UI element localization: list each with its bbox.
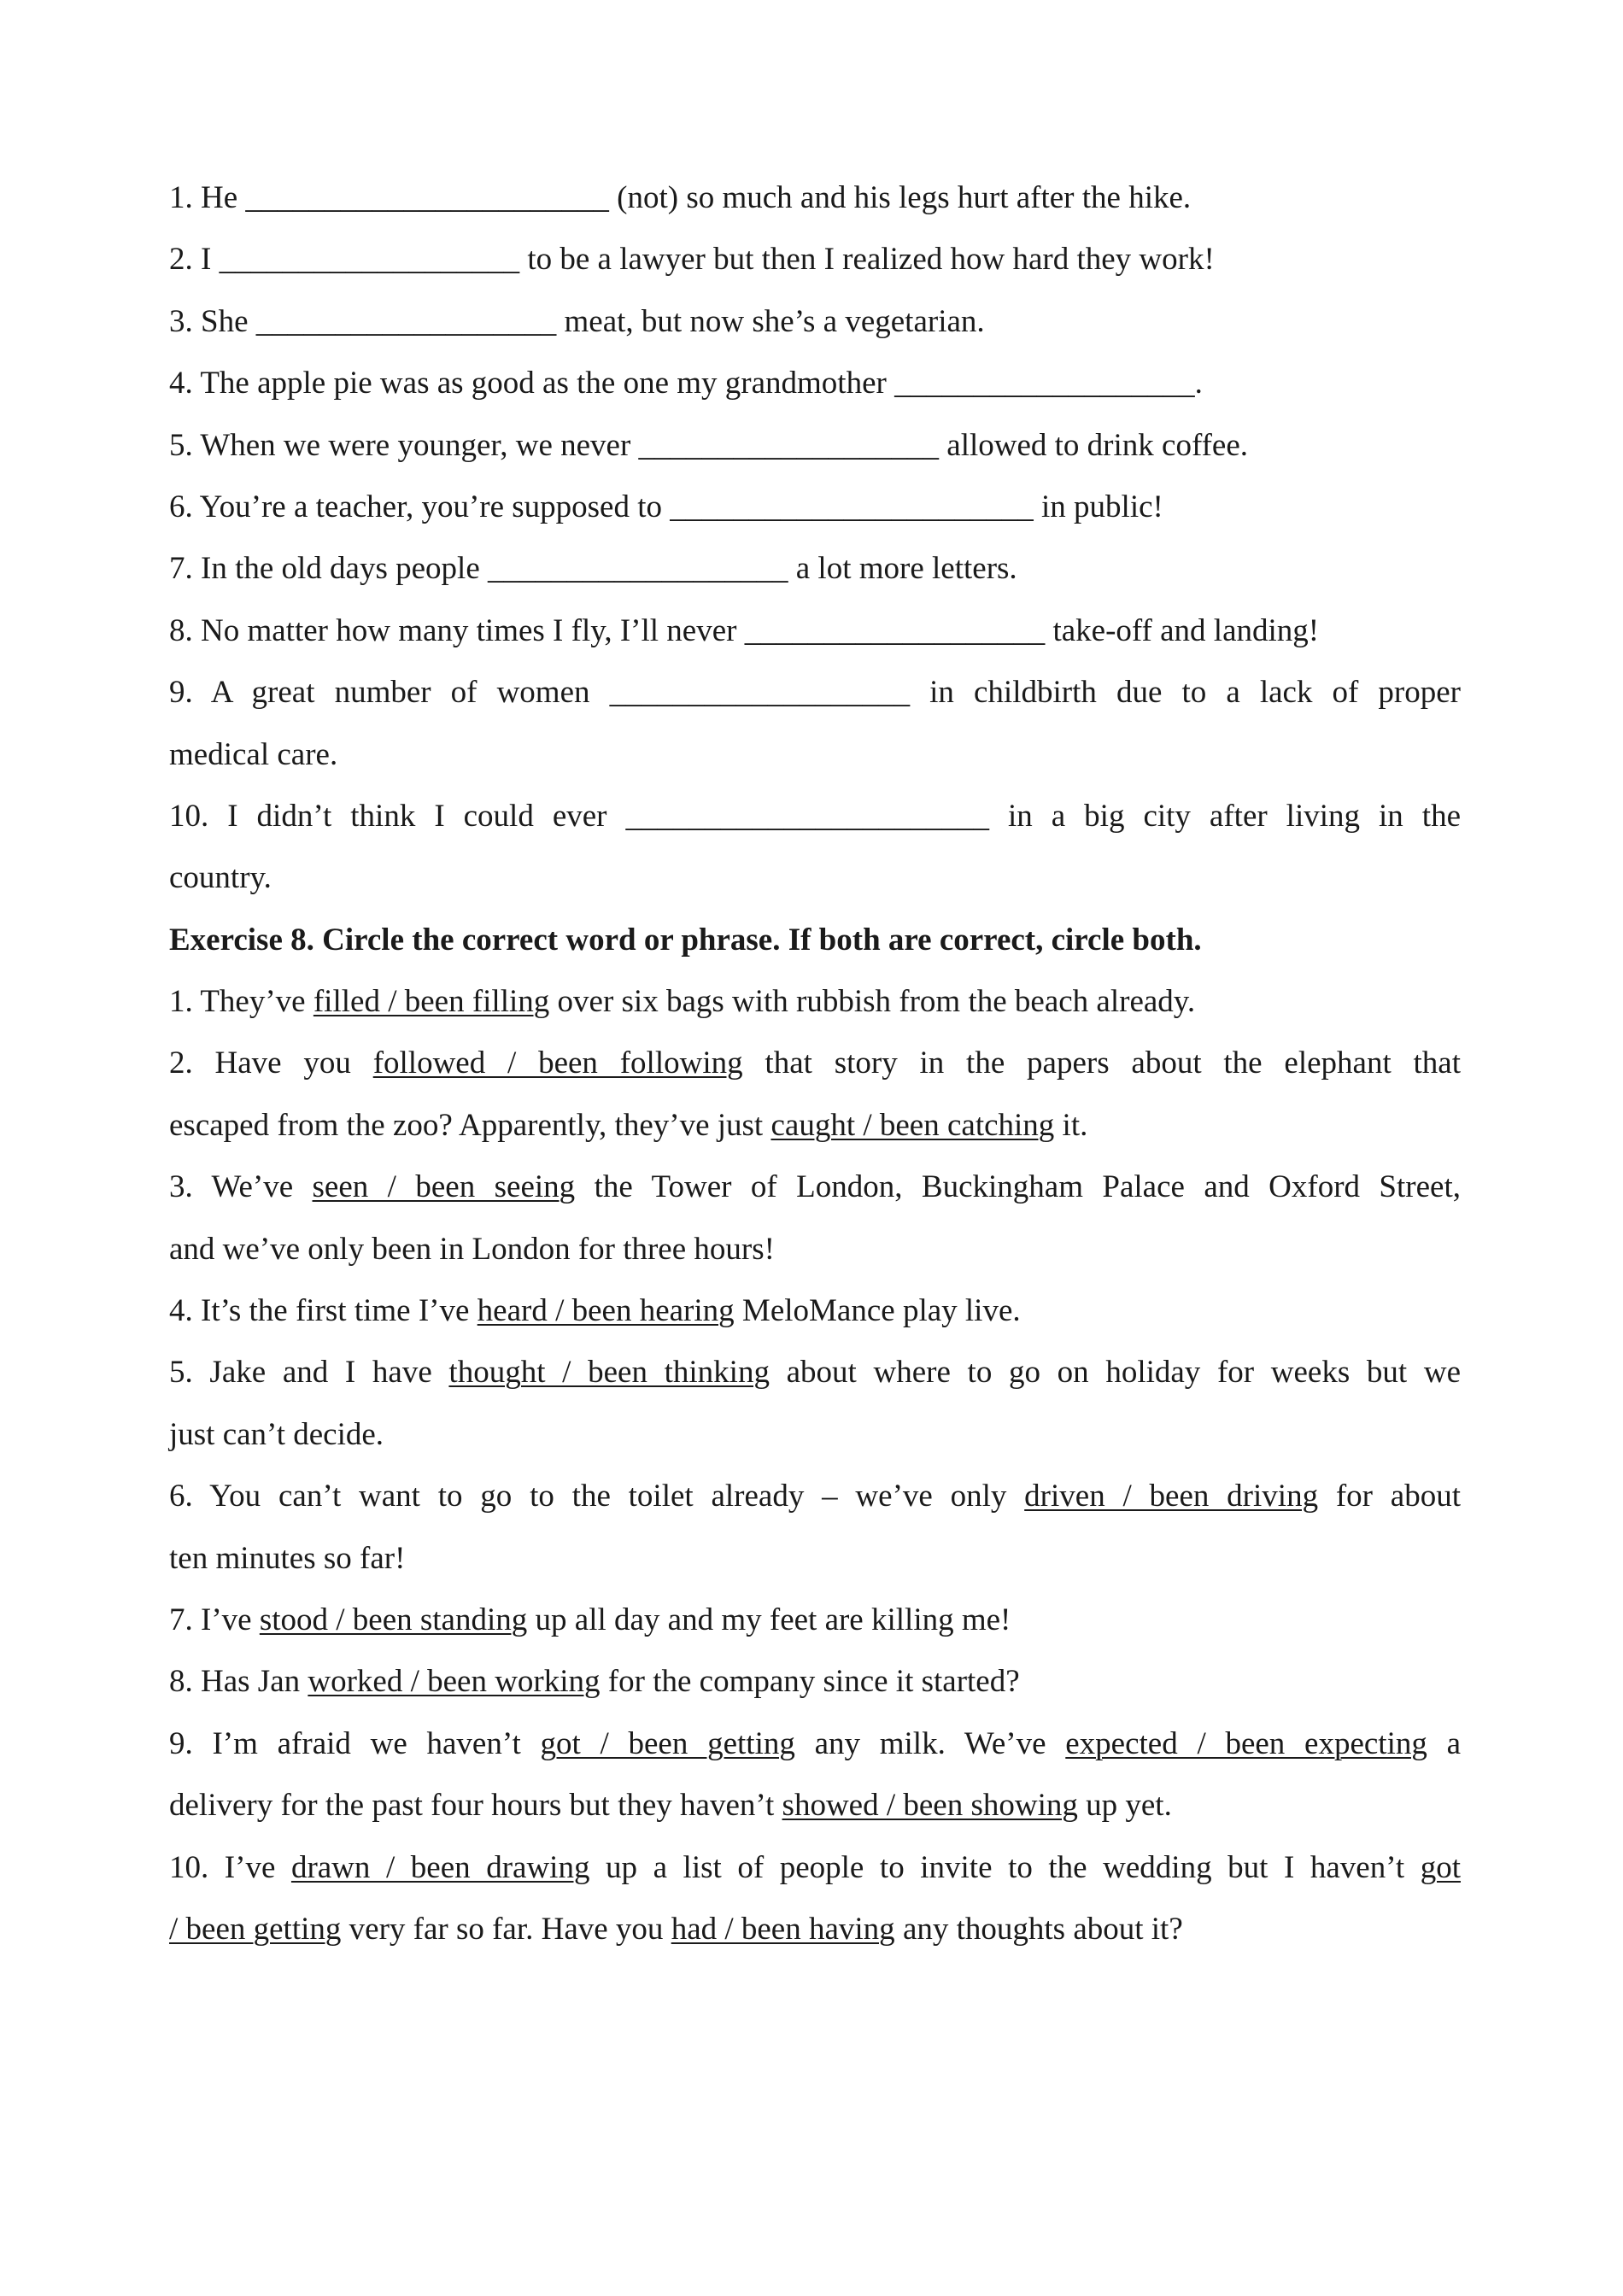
answer-option[interactable]: seen / been seeing — [312, 1169, 576, 1205]
answer-option[interactable]: driven / been driving — [1024, 1479, 1319, 1514]
sentence-text: 10. I’ve — [169, 1849, 291, 1885]
sentence-text: any milk. We’ve — [794, 1725, 1066, 1761]
worksheet-content — [169, 167, 1461, 1960]
sentence-text: up yet. — [1077, 1788, 1172, 1824]
sentence-text: 1. They’ve — [169, 984, 313, 1020]
sentence-text: 3. We’ve — [169, 1169, 313, 1205]
sentence-text: over six bags with rubbish from the beach already. — [549, 984, 1196, 1020]
exercise-7-line: 10. I didn’t think I could ever _______________________ in a big city after living in the — [169, 798, 1461, 834]
sentence-text: 7. I’ve — [169, 1602, 260, 1637]
answer-option[interactable]: heard / been hearing — [477, 1293, 735, 1329]
sentence-text: 8. Has Jan — [169, 1664, 308, 1700]
answer-option[interactable]: stood / been standing — [259, 1602, 528, 1637]
sentence-text: MeloMance play live. — [734, 1293, 1021, 1329]
sentence-text: delivery for the past four hours but they haven’t — [169, 1788, 782, 1824]
sentence-text: about where to go on holiday for weeks but we — [769, 1355, 1461, 1391]
answer-option[interactable]: drawn / been drawing — [290, 1849, 590, 1885]
sentence-text: that story in the papers about the elephant that — [742, 1046, 1462, 1081]
exercise-7-line: 8. No matter how many times I fly, I’ll never ___________________ take-off and landing! — [169, 612, 1320, 648]
sentence-text: ten minutes so far! — [169, 1540, 406, 1576]
exercise-8-line — [169, 1899, 1461, 1960]
sentence-text: 9. I’m afraid we haven’t — [169, 1725, 541, 1761]
answer-option[interactable]: thought / been thinking — [448, 1355, 770, 1391]
exercise-8-line — [169, 1280, 1461, 1342]
answer-option[interactable]: got / been getting — [540, 1725, 795, 1761]
sentence-text: any thoughts about it? — [894, 1911, 1183, 1947]
sentence-text: just can’t decide. — [169, 1416, 384, 1452]
sentence-text: 6. You can’t want to go to the toilet already – we’ve only — [169, 1479, 1025, 1514]
answer-option[interactable]: / been getting — [169, 1911, 342, 1947]
exercise-7-line: 7. In the old days people ___________________ a lot more letters. — [169, 551, 1017, 587]
exercise-7-line: 4. The apple pie was as good as the one my grandmother ___________________. — [169, 366, 1203, 401]
answer-option[interactable]: caught / been catching — [770, 1107, 1055, 1143]
exercise-7-line: 5. When we were younger, we never ___________________ allowed to drink coffee. — [169, 427, 1249, 463]
sentence-text: up a list of people to invite to the wedding but I haven’t — [589, 1849, 1421, 1885]
exercise-8-line — [169, 1651, 1461, 1713]
sentence-text: and we’ve only been in London for three hours! — [169, 1231, 775, 1267]
exercise-8-line — [169, 1590, 1461, 1651]
exercise-7-list — [169, 167, 1461, 910]
exercise-8-line — [169, 1713, 1461, 1775]
answer-option[interactable]: expected / been expecting — [1065, 1725, 1427, 1761]
sentence-text: for the company since it started? — [600, 1664, 1020, 1700]
sentence-text: the Tower of London, Buckingham Palace and Oxford Street, — [575, 1169, 1461, 1205]
exercise-7-line: 9. A great number of women ___________________ in childbirth due to a lack of proper — [169, 675, 1461, 711]
answer-option[interactable]: worked / been working — [308, 1664, 601, 1700]
answer-option[interactable]: filled / been filling — [313, 984, 550, 1020]
sentence-text: 2. Have you — [169, 1046, 373, 1081]
sentence-text: up all day and my feet are killing me! — [527, 1602, 1011, 1637]
exercise-8-line — [169, 1775, 1461, 1836]
sentence-text: for about — [1318, 1479, 1461, 1514]
answer-option[interactable]: had / been having — [671, 1911, 895, 1947]
exercise-8-line — [169, 1219, 1461, 1280]
exercise-8-line — [169, 1342, 1461, 1403]
sentence-text: a — [1427, 1725, 1462, 1761]
exercise-8-line — [169, 1466, 1461, 1527]
exercise-8-line — [169, 1528, 1461, 1590]
answer-option[interactable]: followed / been following — [372, 1046, 743, 1081]
answer-option[interactable]: showed / been showing — [782, 1788, 1078, 1824]
sentence-text: it. — [1054, 1107, 1088, 1143]
exercise-7-line: 3. She ___________________ meat, but now she’s a vegetarian. — [169, 303, 985, 339]
sentence-text: 5. Jake and I have — [169, 1355, 449, 1391]
exercise-7-line: medical care. — [169, 736, 338, 772]
sentence-text: 4. It’s the first time I’ve — [169, 1293, 478, 1329]
exercise-8-line — [169, 1837, 1461, 1899]
exercise-8-list — [169, 971, 1461, 1960]
exercise-8-line — [169, 1095, 1461, 1157]
exercise-7-line: country. — [169, 860, 272, 896]
exercise-7-line: 2. I ___________________ to be a lawyer but then I realized how hard they work! — [169, 242, 1215, 278]
exercise-7-line: 1. He _______________________ (not) so much and his legs hurt after the hike. — [169, 180, 1192, 215]
answer-option[interactable]: got — [1420, 1849, 1461, 1885]
exercise-8-heading: Exercise 8. Circle the correct word or phrase. If both are correct, circle both. — [169, 922, 1202, 958]
exercise-8-line — [169, 1157, 1461, 1218]
exercise-8-line — [169, 1404, 1461, 1466]
sentence-text: very far so far. Have you — [341, 1911, 671, 1947]
exercise-7-line: 6. You’re a teacher, you’re supposed to _______________________ in public! — [169, 489, 1163, 524]
exercise-8-line — [169, 971, 1461, 1033]
exercise-8-line — [169, 1033, 1461, 1094]
sentence-text: escaped from the zoo? Apparently, they’ve just — [169, 1107, 771, 1143]
